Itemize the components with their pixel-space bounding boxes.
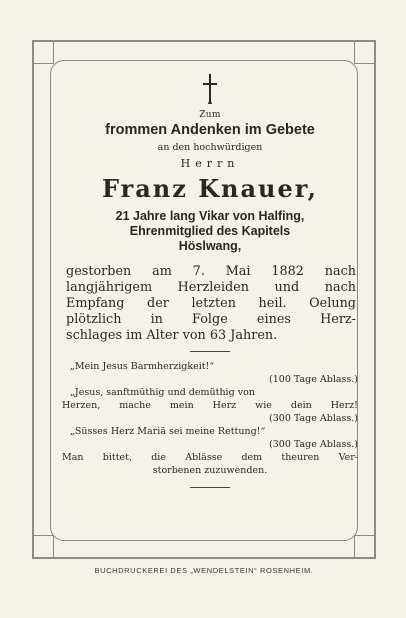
herrn-label: Herrn [180, 157, 240, 170]
zum-label: Zum [199, 110, 221, 120]
indulgence-note: (300 Tage Ablass.) [269, 413, 358, 424]
role-description [72, 209, 348, 254]
role-line: Höslwang, [178, 239, 242, 253]
frame-corner-bottom-left [32, 535, 54, 559]
honorific-line: an den hochwürdigen [157, 142, 263, 153]
indulgence-note: (100 Tage Ablass.) [269, 374, 358, 385]
death-notice-line: Empfang der letzten heil. Oelung [66, 296, 356, 311]
card-content [62, 74, 358, 488]
death-notice-line: gestorben am 7. Mai 1882 nach [66, 264, 356, 279]
closing-request: storbenen zuzuwenden. [152, 465, 268, 476]
role-line: Ehrenmitglied des Kapitels [129, 224, 291, 238]
memorial-title: frommen Andenken im Gebete [105, 122, 315, 138]
closing-request: Man bittet, die Ablässe dem theuren Ver- [62, 452, 358, 463]
prayer-text: „Jesus, sanftmüthig und demüthig von [70, 387, 255, 398]
frame-corner-top-left [32, 40, 54, 64]
death-notice-line: plötzlich in Folge eines Herz- [66, 312, 356, 327]
frame-corner-top-right [354, 40, 376, 64]
cross-icon [203, 74, 217, 104]
frame-corner-bottom-right [354, 535, 376, 559]
prayer-text: „Süsses Herz Mariä sei meine Rettung!“ [70, 426, 266, 437]
bottom-divider [190, 487, 230, 488]
prayer-text: Herzen, mache mein Herz wie dein Herz! [62, 400, 358, 411]
prayers-block [62, 360, 358, 477]
indulgence-note: (300 Tage Ablass.) [269, 439, 358, 450]
prayer-text: „Mein Jesus Barmherzigkeit!“ [70, 361, 215, 372]
death-notice [66, 264, 356, 344]
divider [190, 351, 230, 352]
deceased-name: Franz Knauer, [101, 174, 319, 203]
role-line: 21 Jahre lang Vikar von Halfing, [115, 209, 305, 223]
death-notice-line: langjährigem Herzleiden und nach [66, 280, 356, 295]
death-notice-line: schlages im Alter von 63 Jahren. [66, 328, 278, 343]
printer-imprint: BUCHDRUCKEREI DES „WENDELSTEIN“ ROSENHEIM. [94, 566, 314, 575]
